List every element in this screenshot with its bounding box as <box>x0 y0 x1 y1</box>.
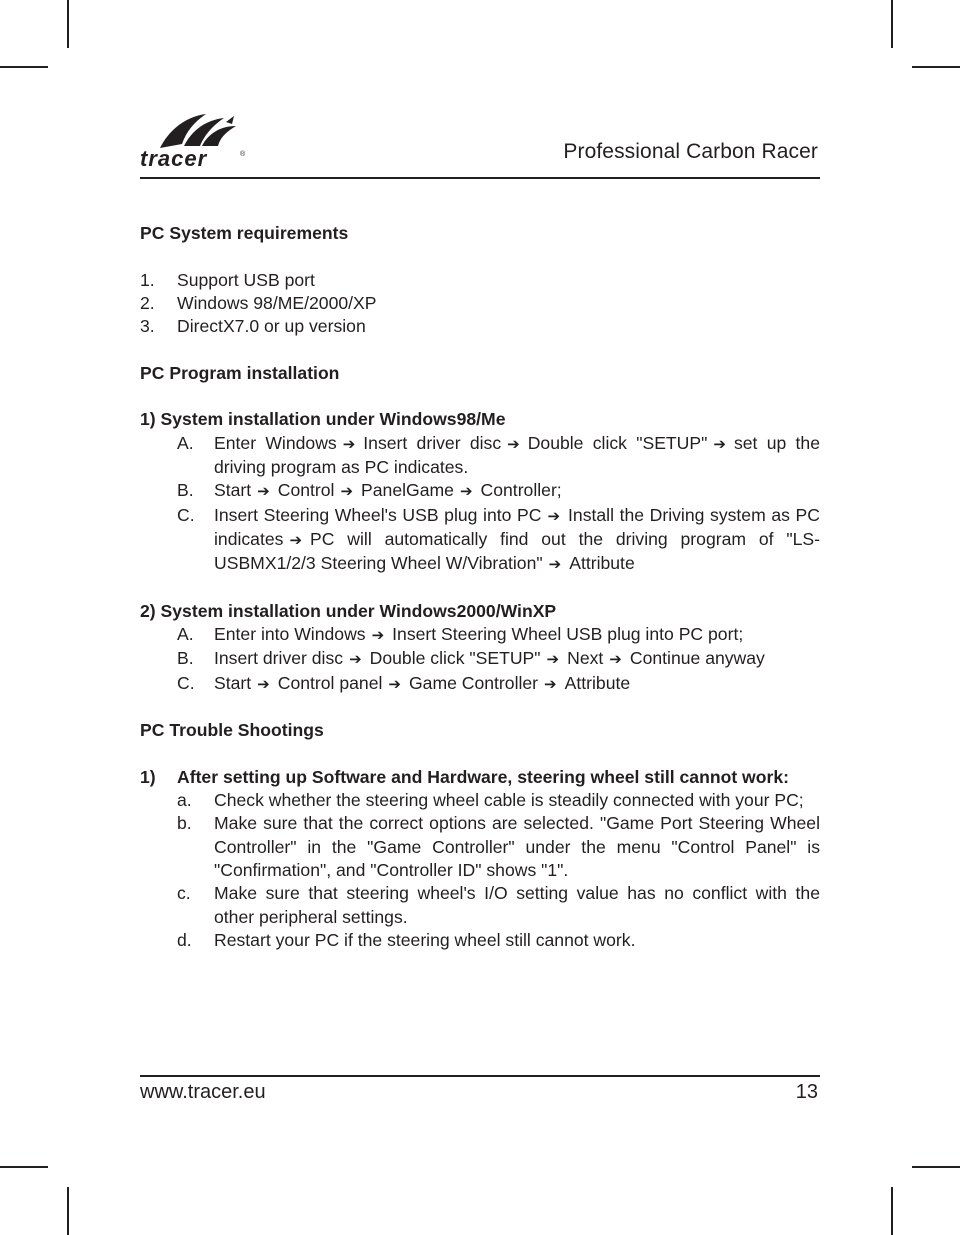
right-arrow-icon: ➔ <box>289 531 303 549</box>
svg-text:®: ® <box>240 151 246 158</box>
list-item: C. Insert Steering Wheel's USB plug into PC ➔ Install the Driving system as PC indicates ➔ PC will automatically find out the driving program of "LS-USBMX1/2/3 Steering Wheel W/Vibration" ➔ Attribute <box>140 504 820 577</box>
page-number: 13 <box>795 1081 818 1103</box>
right-arrow-icon: ➔ <box>544 675 557 693</box>
crop-mark <box>0 66 48 68</box>
footer-divider <box>140 1075 820 1077</box>
crop-mark <box>891 0 893 48</box>
right-arrow-icon: ➔ <box>713 435 726 453</box>
trouble-heading: PC Trouble Shootings <box>140 720 324 741</box>
list-item: 3. DirectX7.0 or up version <box>140 316 366 337</box>
installation-part2-heading: 2) System installation under Windows2000/WinXP <box>140 600 557 621</box>
right-arrow-icon: ➔ <box>257 483 270 501</box>
footer-url: www.tracer.eu <box>140 1081 266 1103</box>
svg-text:tracer: tracer <box>140 146 208 171</box>
list-item: B. Start ➔ Control ➔ PanelGame ➔ Controller; <box>140 479 820 503</box>
right-arrow-icon: ➔ <box>388 675 401 693</box>
right-arrow-icon: ➔ <box>459 483 473 501</box>
right-arrow-icon: ➔ <box>349 651 362 669</box>
crop-mark <box>891 1187 893 1235</box>
crop-mark <box>67 0 69 48</box>
list-item: A. Enter into Windows ➔ Insert Steering Wheel USB plug into PC port; <box>140 623 820 647</box>
list-item: d. Restart your PC if the steering wheel still cannot work. <box>177 929 636 950</box>
header-divider <box>140 177 820 179</box>
list-item: 1) After setting up Software and Hardware, steering wheel still cannot work: <box>140 766 789 787</box>
right-arrow-icon: ➔ <box>548 556 562 574</box>
crop-mark <box>912 66 960 68</box>
list-item: 1. Support USB port <box>140 269 315 290</box>
list-item: 2. Windows 98/ME/2000/XP <box>140 292 377 313</box>
header-title: Professional Carbon Racer <box>563 140 818 163</box>
right-arrow-icon: ➔ <box>546 651 560 669</box>
list-item: B. Insert driver disc ➔ Double click "SETUP" ➔ Next ➔ Continue anyway <box>140 647 820 671</box>
tracer-logo <box>140 108 252 172</box>
right-arrow-icon: ➔ <box>342 435 356 453</box>
requirements-heading: PC System requirements <box>140 223 349 243</box>
right-arrow-icon: ➔ <box>507 435 520 453</box>
list-item: C. Start ➔ Control panel ➔ Game Controller ➔ Attribute <box>140 672 820 696</box>
installation-part1-heading: 1) System installation under Windows98/Me <box>140 409 506 430</box>
crop-mark <box>67 1187 69 1235</box>
right-arrow-icon: ➔ <box>371 627 385 645</box>
crop-mark <box>0 1166 48 1168</box>
right-arrow-icon: ➔ <box>340 483 354 501</box>
list-item: a. Check whether the steering wheel cable is steadily connected with your PC; <box>177 790 804 811</box>
installation-heading: PC Program installation <box>140 362 340 383</box>
list-item: A. Enter Windows ➔ Insert driver disc ➔ Double click "SETUP" ➔ set up the driving program as PC indicates. <box>177 432 821 477</box>
list-item: b. Make sure that the correct options are selected. "Game Port Steering Wheel Controller" in the "Game Controller" under the menu "Control Panel" is "Confirmation", and "Controller ID" shows "1". <box>177 813 820 881</box>
list-item: c. Make sure that steering wheel's I/O setting value has no conflict with the other peripheral settings. <box>177 883 820 927</box>
crop-mark <box>912 1166 960 1168</box>
right-arrow-icon: ➔ <box>609 651 622 669</box>
page-content <box>140 222 820 952</box>
right-arrow-icon: ➔ <box>547 507 561 525</box>
right-arrow-icon: ➔ <box>257 675 270 693</box>
